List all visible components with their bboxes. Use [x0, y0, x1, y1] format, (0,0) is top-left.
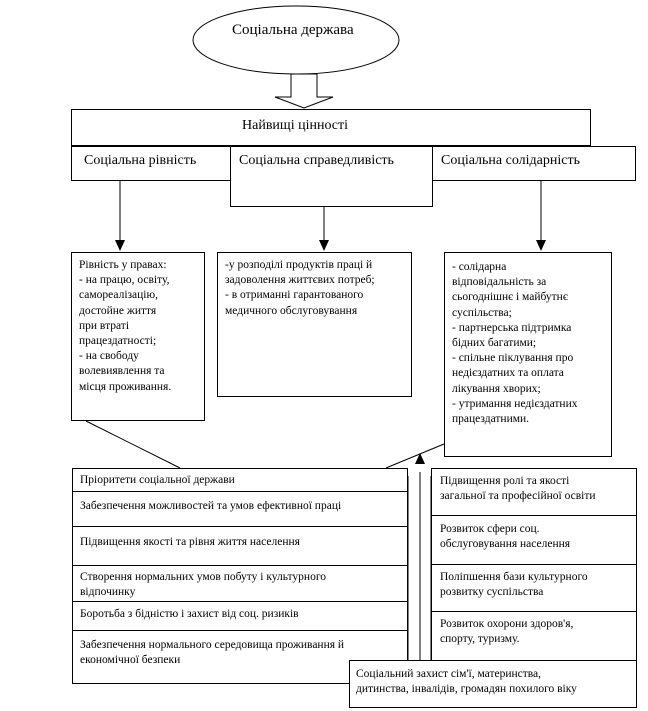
arrow-equality [115, 240, 125, 251]
right-item-line: Поліпшення бази культурного [440, 571, 588, 583]
equality-line: достойне життя [79, 304, 157, 317]
bottom-item-text [356, 667, 577, 697]
right-item-line: Підвищення ролі та якості [440, 475, 570, 487]
left-item-line: Створення нормальних умов побуту і культурного [80, 571, 327, 583]
value-justice: Соціальна справедливість [239, 153, 394, 168]
solidarity-line: бідних багатими; [452, 337, 537, 350]
equality-line: Рівність у правах: [79, 259, 167, 271]
right-item-line: Розвиток охорони здоров'я, [440, 618, 574, 630]
right-item-line: загальної та професійної освіти [440, 490, 596, 502]
justice-line: задоволення життєвих потреб; [225, 274, 375, 287]
values-header-text: Найвищі цінності [242, 118, 349, 133]
title-text: Соціальна держава [232, 22, 354, 38]
hollow-arrow [275, 74, 333, 108]
justice-line: - в отриманні гарантованого [225, 289, 364, 302]
left-item-text: Боротьба з бідністю і захист від соц. ризиків [80, 608, 299, 620]
left-item-text: Підвищення якості та рівня життя населення [80, 536, 300, 548]
title-ellipse [193, 6, 399, 74]
equality-line: самореалізацію, [79, 289, 158, 302]
equality-detail [79, 258, 171, 395]
solidarity-line: лікування хворих; [452, 382, 541, 395]
equality-line: - на свободу [79, 350, 139, 363]
right-item-text [440, 522, 570, 552]
equality-line: при втраті [79, 319, 130, 332]
right-item-text [440, 474, 596, 504]
right-item-line: спорту, туризму. [440, 633, 520, 645]
left-item-line: Забезпечення нормального середовища проживання й [80, 639, 345, 651]
equality-line: - на працю, освіту, [79, 274, 170, 287]
left-item-text: Забезпечення можливостей та умов ефективної праці [80, 500, 342, 512]
arrow-solidarity [536, 240, 546, 251]
solidarity-line: сьогоднішнє і майбутнє [452, 291, 568, 304]
right-item-line: обслуговування населення [440, 538, 571, 550]
arrow-justice [319, 240, 329, 251]
priorities-title: Пріоритети соціальної держави [80, 474, 235, 486]
justice-line: медичного обслуговування [225, 304, 358, 317]
value-solidarity: Соціальна солідарність [441, 153, 580, 168]
solidarity-line: - партнерська підтримка [452, 321, 572, 334]
solidarity-line: суспільства; [452, 306, 512, 319]
solidarity-line: - спільне піклування про [452, 352, 574, 365]
justice-line: -у розподілі продуктів праці й [225, 259, 373, 271]
left-item-line: економічної безпеки [80, 654, 181, 666]
right-item-line: розвитку суспільства [440, 586, 544, 598]
left-item-text [80, 638, 344, 668]
solidarity-line: відповідальність за [452, 276, 547, 289]
left-item-line: відпочинку [80, 586, 136, 598]
bottom-item-line: дитинства, інвалідів, громадян похилого віку [356, 683, 577, 695]
solidarity-detail [452, 260, 577, 427]
left-item-text [80, 570, 326, 600]
justice-detail [225, 258, 375, 319]
right-item-text [440, 617, 573, 647]
bottom-item-line: Соціальний захист сім'ї, материнства, [356, 668, 542, 680]
equality-line: місця проживання. [79, 380, 172, 393]
solidarity-line: - солідарна [452, 261, 507, 273]
arrow-up [415, 453, 425, 464]
value-equality: Соціальна рівність [84, 153, 197, 168]
equality-line: працездатності; [79, 335, 157, 348]
right-item-text [440, 570, 588, 600]
equality-line: волевиявлення та [79, 365, 165, 378]
solidarity-line: працездатними. [452, 413, 530, 426]
right-item-line: Розвиток сфери соц. [440, 523, 540, 535]
solidarity-line: недієздатних та оплата [452, 367, 564, 380]
solidarity-line: - утримання недієздатних [452, 397, 578, 410]
